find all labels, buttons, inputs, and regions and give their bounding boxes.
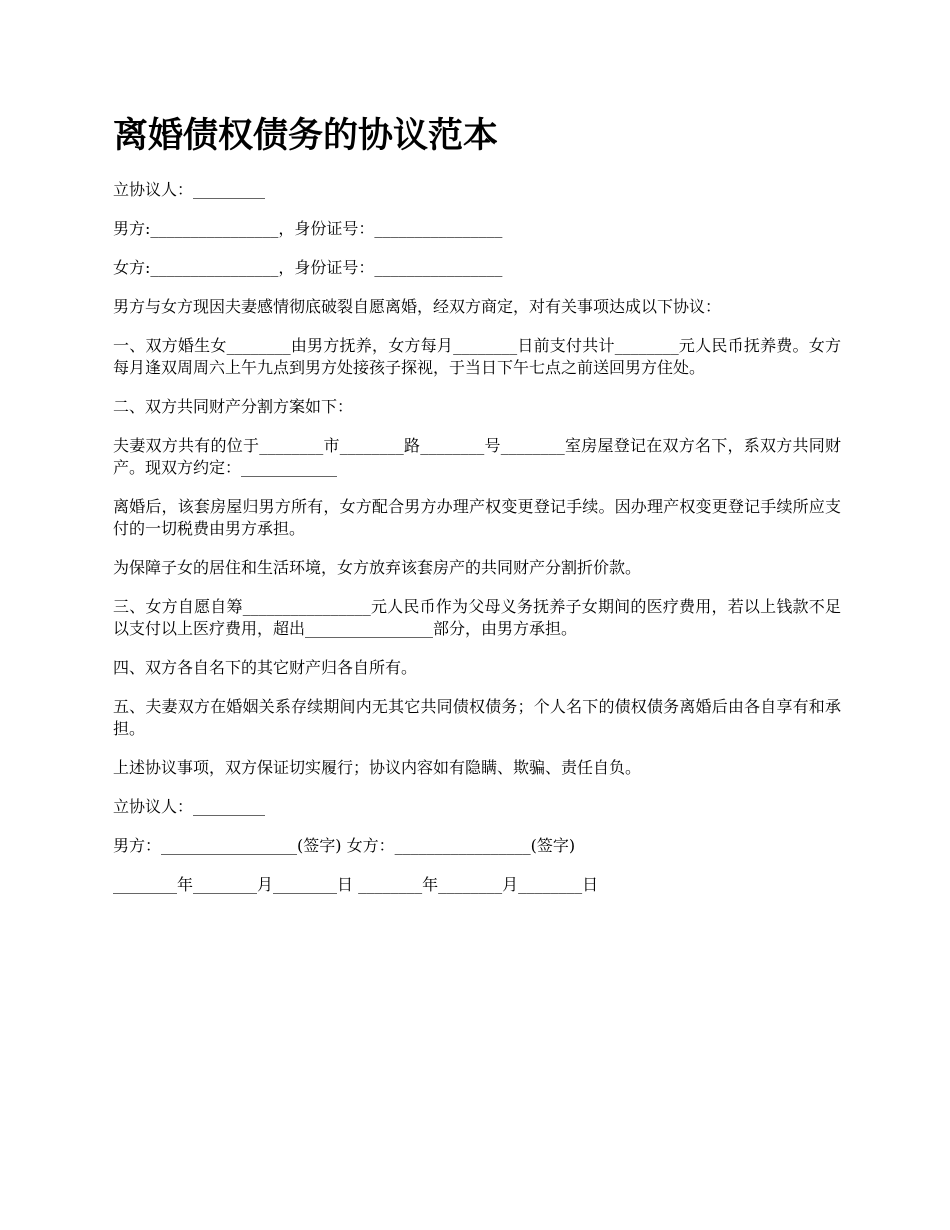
clause-4-paragraph: 四、双方各自名下的其它财产归各自所有。 [113,658,418,677]
clause-5-paragraph: 五、夫妻双方在婚姻关系存续期间内无其它共同债权债务；个人名下的债权债务离婚后由各自享有和承担。 [113,697,841,738]
signatory-line: 立协议人：_________ [113,180,266,199]
signatory-line-closing: 立协议人：_________ [113,797,266,816]
clause-1-paragraph: 一、双方婚生女________由男方抚养，女方每月________日前支付共计________元人民币抚养费。女方每月逢双周周六上午九点到男方处接孩子探视，于当日下午七点之前送回男方住处。 [113,336,841,377]
property-paragraph: 夫妻双方共有的位于________市________路________号________室房屋登记在双方名下，系双方共同财产。现双方约定：____________ [113,436,841,477]
preamble-paragraph: 男方与女方现因夫妻感情彻底破裂自愿离婚，经双方商定，对有关事项达成以下协议： [113,297,722,316]
signature-line: 男方：_________________(签字) 女方：_________________(签字) [113,836,576,855]
document-page [113,112,841,913]
date-line: ________年________月________日 ________年________月________日 [113,875,599,894]
document-title: 离婚债权债务的协议范本 [113,116,499,156]
male-party-line: 男方:________________，身份证号：________________ [113,219,503,238]
female-party-line: 女方:________________，身份证号：________________ [113,258,503,277]
clause-3-paragraph: 三、女方自愿自筹________________元人民币作为父母义务抚养子女期间的医疗费用，若以上钱款不足以支付以上医疗费用，超出________________部分，由男方承担。 [113,597,841,638]
clause-2-heading: 二、双方共同财产分割方案如下： [113,397,354,416]
waiver-paragraph: 为保障子女的居住和生活环境，女方放弃该套房产的共同财产分割折价款。 [113,558,642,577]
property-transfer-paragraph: 离婚后，该套房屋归男方所有，女方配合男方办理产权变更登记手续。因办理产权变更登记手续所应支付的一切税费由男方承担。 [113,497,841,538]
guarantee-paragraph: 上述协议事项，双方保证切实履行；协议内容如有隐瞒、欺骗、责任自负。 [113,758,642,777]
